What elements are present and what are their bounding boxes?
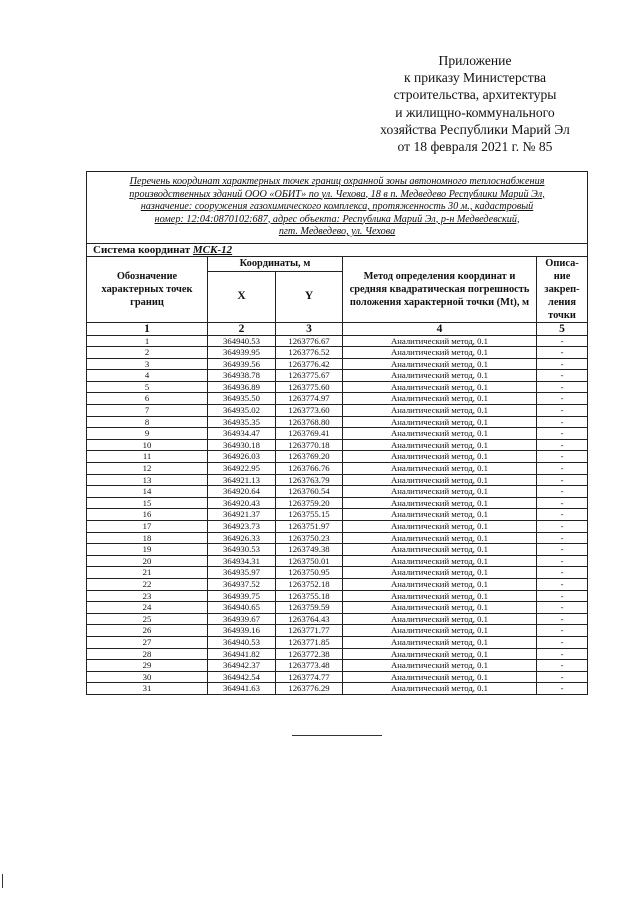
coord-y: 1263771.77	[276, 625, 343, 637]
table-row	[87, 555, 588, 567]
signature-line	[292, 735, 382, 736]
coordinate-system-value: МСК-12	[192, 243, 233, 256]
table-row	[87, 439, 588, 451]
method: Аналитический метод, 0.1	[343, 370, 537, 382]
coordinates-table	[86, 171, 588, 695]
description: -	[537, 660, 588, 672]
table-row	[87, 347, 588, 359]
method: Аналитический метод, 0.1	[343, 613, 537, 625]
table-row	[87, 416, 588, 428]
coord-x: 364926.33	[208, 532, 276, 544]
point-number: 8	[87, 416, 208, 428]
description: -	[537, 625, 588, 637]
table-row	[87, 578, 588, 590]
description: -	[537, 509, 588, 521]
coord-x: 364935.35	[208, 416, 276, 428]
method: Аналитический метод, 0.1	[343, 463, 537, 475]
coord-x: 364935.02	[208, 405, 276, 417]
coord-y: 1263751.97	[276, 521, 343, 533]
description: -	[537, 347, 588, 359]
point-number: 13	[87, 474, 208, 486]
coord-x: 364934.31	[208, 555, 276, 567]
description: -	[537, 532, 588, 544]
table-row	[87, 463, 588, 475]
coord-y: 1263750.23	[276, 532, 343, 544]
coord-y: 1263752.18	[276, 578, 343, 590]
point-number: 16	[87, 509, 208, 521]
description: -	[537, 602, 588, 614]
coord-y: 1263764.43	[276, 613, 343, 625]
table-row	[87, 636, 588, 648]
coord-x: 364939.75	[208, 590, 276, 602]
column-number: 5	[537, 322, 588, 335]
description: -	[537, 428, 588, 440]
point-number: 26	[87, 625, 208, 637]
point-number: 7	[87, 405, 208, 417]
point-number: 4	[87, 370, 208, 382]
point-number: 27	[87, 636, 208, 648]
coord-x: 364921.37	[208, 509, 276, 521]
point-number: 28	[87, 648, 208, 660]
table-row	[87, 358, 588, 370]
table-row	[87, 671, 588, 683]
table-row	[87, 602, 588, 614]
coordinate-system-label: Система координат	[93, 243, 191, 256]
scan-edge-mark	[2, 874, 3, 888]
header-line: хозяйства Республики Марий Эл	[380, 121, 570, 137]
description: -	[537, 405, 588, 417]
coord-x: 364936.89	[208, 381, 276, 393]
coord-y: 1263759.20	[276, 497, 343, 509]
point-number: 10	[87, 439, 208, 451]
header-x: X	[208, 271, 276, 322]
point-number: 12	[87, 463, 208, 475]
header-description: Описа-ние закреп-ления точки	[537, 256, 588, 322]
method: Аналитический метод, 0.1	[343, 555, 537, 567]
header-y: Y	[276, 271, 343, 322]
coord-x: 364939.16	[208, 625, 276, 637]
column-number: 4	[343, 322, 537, 335]
description: -	[537, 474, 588, 486]
description: -	[537, 671, 588, 683]
table-title-line: Перечень координат характерных точек границ охранной зоны автономного теплоснабжения	[129, 176, 545, 187]
coord-x: 364941.63	[208, 683, 276, 695]
table-row	[87, 428, 588, 440]
point-number: 21	[87, 567, 208, 579]
table-title-line: производственных зданий ООО «ОБИТ» по ул. Чехова, 18 в п. Медведево Республики Марий Эл,	[129, 188, 545, 200]
point-number: 11	[87, 451, 208, 463]
coord-x: 364926.03	[208, 451, 276, 463]
coord-y: 1263755.15	[276, 509, 343, 521]
coord-y: 1263776.29	[276, 683, 343, 695]
method: Аналитический метод, 0.1	[343, 578, 537, 590]
description: -	[537, 578, 588, 590]
method: Аналитический метод, 0.1	[343, 335, 537, 347]
table-row	[87, 648, 588, 660]
header-designation: Обозначение характерных точек границ	[87, 256, 208, 322]
table-row	[87, 660, 588, 672]
coord-x: 364939.56	[208, 358, 276, 370]
description: -	[537, 358, 588, 370]
table-row	[87, 497, 588, 509]
coord-y: 1263759.59	[276, 602, 343, 614]
coord-x: 364920.43	[208, 497, 276, 509]
description: -	[537, 381, 588, 393]
coord-y: 1263773.60	[276, 405, 343, 417]
coord-x: 364940.53	[208, 335, 276, 347]
coord-x: 364937.52	[208, 578, 276, 590]
coord-x: 364939.67	[208, 613, 276, 625]
coordinate-system-row	[87, 243, 588, 256]
method: Аналитический метод, 0.1	[343, 428, 537, 440]
description: -	[537, 590, 588, 602]
table-row	[87, 405, 588, 417]
point-number: 9	[87, 428, 208, 440]
description: -	[537, 567, 588, 579]
table-row	[87, 370, 588, 382]
header-line: от 18 февраля 2021 г. № 85	[397, 139, 553, 155]
coord-y: 1263749.38	[276, 544, 343, 556]
point-number: 29	[87, 660, 208, 672]
method: Аналитический метод, 0.1	[343, 416, 537, 428]
description: -	[537, 439, 588, 451]
description: -	[537, 393, 588, 405]
method: Аналитический метод, 0.1	[343, 636, 537, 648]
method: Аналитический метод, 0.1	[343, 683, 537, 695]
point-number: 6	[87, 393, 208, 405]
header-line: строительства, архитектуры	[393, 87, 557, 103]
coord-y: 1263776.42	[276, 358, 343, 370]
point-number: 1	[87, 335, 208, 347]
table-row	[87, 683, 588, 695]
method: Аналитический метод, 0.1	[343, 521, 537, 533]
header-line: и жилищно-коммунального	[395, 104, 555, 120]
coord-y: 1263750.01	[276, 555, 343, 567]
description: -	[537, 486, 588, 498]
point-number: 14	[87, 486, 208, 498]
method: Аналитический метод, 0.1	[343, 625, 537, 637]
method: Аналитический метод, 0.1	[343, 532, 537, 544]
description: -	[537, 555, 588, 567]
point-number: 18	[87, 532, 208, 544]
coord-y: 1263774.97	[276, 393, 343, 405]
coord-y: 1263769.41	[276, 428, 343, 440]
coord-y: 1263763.79	[276, 474, 343, 486]
coord-x: 364940.65	[208, 602, 276, 614]
table-row	[87, 544, 588, 556]
method: Аналитический метод, 0.1	[343, 602, 537, 614]
description: -	[537, 613, 588, 625]
coord-y: 1263750.95	[276, 567, 343, 579]
method: Аналитический метод, 0.1	[343, 567, 537, 579]
coord-x: 364934.47	[208, 428, 276, 440]
header-line: к приказу Министерства	[403, 70, 547, 86]
header-method: Метод определения координат и средняя квадратическая погрешность положения характерной точки (Mt), м	[343, 256, 537, 322]
coord-y: 1263760.54	[276, 486, 343, 498]
coord-x: 364930.53	[208, 544, 276, 556]
coord-x: 364938.78	[208, 370, 276, 382]
method: Аналитический метод, 0.1	[343, 648, 537, 660]
table-title-line: назначение: сооружения газохимического комплекса, протяженность 30 м., кадастровый	[140, 201, 534, 212]
coord-x: 364942.54	[208, 671, 276, 683]
table-row	[87, 335, 588, 347]
point-number: 30	[87, 671, 208, 683]
coord-x: 364935.97	[208, 567, 276, 579]
point-number: 31	[87, 683, 208, 695]
coord-y: 1263771.85	[276, 636, 343, 648]
method: Аналитический метод, 0.1	[343, 451, 537, 463]
coord-y: 1263769.20	[276, 451, 343, 463]
method: Аналитический метод, 0.1	[343, 474, 537, 486]
coord-y: 1263775.67	[276, 370, 343, 382]
data-rows	[87, 335, 588, 694]
table-row	[87, 451, 588, 463]
point-number: 17	[87, 521, 208, 533]
table-title	[87, 172, 588, 244]
method: Аналитический метод, 0.1	[343, 393, 537, 405]
method: Аналитический метод, 0.1	[343, 509, 537, 521]
description: -	[537, 683, 588, 695]
method: Аналитический метод, 0.1	[343, 660, 537, 672]
header-coordinates: Координаты, м	[208, 256, 343, 271]
coord-y: 1263766.76	[276, 463, 343, 475]
description: -	[537, 463, 588, 475]
coord-x: 364920.64	[208, 486, 276, 498]
column-number: 2	[208, 322, 276, 335]
coord-x: 364922.95	[208, 463, 276, 475]
point-number: 2	[87, 347, 208, 359]
description: -	[537, 521, 588, 533]
description: -	[537, 636, 588, 648]
table-row	[87, 613, 588, 625]
method: Аналитический метод, 0.1	[343, 347, 537, 359]
header-line: Приложение	[438, 53, 512, 68]
method: Аналитический метод, 0.1	[343, 405, 537, 417]
coord-y: 1263755.18	[276, 590, 343, 602]
method: Аналитический метод, 0.1	[343, 671, 537, 683]
coord-y: 1263768.80	[276, 416, 343, 428]
description: -	[537, 544, 588, 556]
coord-x: 364935.50	[208, 393, 276, 405]
coord-x: 364923.73	[208, 521, 276, 533]
description: -	[537, 416, 588, 428]
point-number: 23	[87, 590, 208, 602]
point-number: 25	[87, 613, 208, 625]
method: Аналитический метод, 0.1	[343, 544, 537, 556]
coord-x: 364921.13	[208, 474, 276, 486]
method: Аналитический метод, 0.1	[343, 497, 537, 509]
method: Аналитический метод, 0.1	[343, 590, 537, 602]
coord-y: 1263773.48	[276, 660, 343, 672]
table-row	[87, 532, 588, 544]
table-row	[87, 625, 588, 637]
coord-x: 364930.18	[208, 439, 276, 451]
table-row	[87, 567, 588, 579]
appendix-header	[340, 52, 610, 155]
coord-x: 364941.82	[208, 648, 276, 660]
point-number: 24	[87, 602, 208, 614]
table-title-line: номер: 12:04:0870102:687, адрес объекта: Республика Марий Эл, р-н Медведевский,	[154, 213, 520, 225]
table-title-line: пгт. Медведево, ул. Чехова	[278, 226, 396, 237]
table-row	[87, 509, 588, 521]
coord-y: 1263774.77	[276, 671, 343, 683]
point-number: 20	[87, 555, 208, 567]
table-row	[87, 590, 588, 602]
method: Аналитический метод, 0.1	[343, 358, 537, 370]
coord-y: 1263776.52	[276, 347, 343, 359]
coord-x: 364939.95	[208, 347, 276, 359]
description: -	[537, 335, 588, 347]
column-numbers-row	[87, 322, 588, 335]
coord-y: 1263775.60	[276, 381, 343, 393]
coord-y: 1263772.38	[276, 648, 343, 660]
description: -	[537, 497, 588, 509]
table-row	[87, 393, 588, 405]
column-number: 1	[87, 322, 208, 335]
table-row	[87, 381, 588, 393]
point-number: 22	[87, 578, 208, 590]
method: Аналитический метод, 0.1	[343, 486, 537, 498]
point-number: 19	[87, 544, 208, 556]
point-number: 3	[87, 358, 208, 370]
coord-y: 1263776.67	[276, 335, 343, 347]
coord-y: 1263770.18	[276, 439, 343, 451]
point-number: 15	[87, 497, 208, 509]
coord-x: 364940.53	[208, 636, 276, 648]
method: Аналитический метод, 0.1	[343, 381, 537, 393]
description: -	[537, 370, 588, 382]
table-row	[87, 474, 588, 486]
method: Аналитический метод, 0.1	[343, 439, 537, 451]
point-number: 5	[87, 381, 208, 393]
description: -	[537, 648, 588, 660]
description: -	[537, 451, 588, 463]
table-row	[87, 521, 588, 533]
column-number: 3	[276, 322, 343, 335]
coord-x: 364942.37	[208, 660, 276, 672]
table-row	[87, 486, 588, 498]
